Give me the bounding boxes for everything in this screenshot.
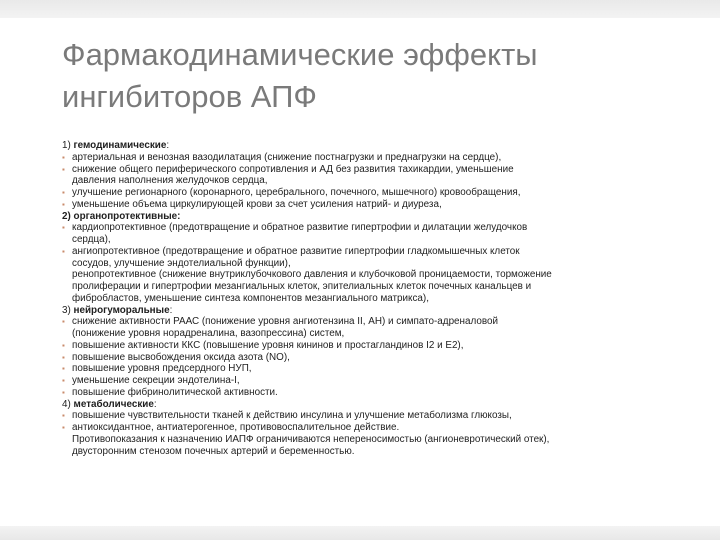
bullet-icon: ▪ (62, 364, 65, 374)
list-item-text: антиоксидантное, антиатерогенное, противовоспалительное действие. (72, 422, 400, 433)
bottom-band (0, 526, 720, 540)
list-item (62, 187, 660, 199)
list-item (62, 222, 660, 246)
list-item-text: повышение фибринолитической активности. (72, 386, 278, 398)
section-number: 4) (62, 398, 71, 410)
note-text-line: Противопоказания к назначению ИАПФ ограничиваются непереносимостью (ангионевротический отек), (72, 433, 550, 445)
section-name: нейрогуморальные (73, 304, 170, 316)
section-number: 2) (62, 210, 71, 222)
bullet-icon: ▪ (62, 188, 65, 197)
section-name: метаболические (73, 398, 154, 410)
section-heading-organoprotective (62, 211, 660, 223)
list-item (62, 352, 660, 364)
list-item-text-line: сосудов, улучшение эндотелиальной функции), (72, 257, 291, 269)
list-item-text: улучшение регионарного (коронарного, церебрального, почечного, мышечного) кровообращения, (72, 187, 521, 198)
list-item-text: уменьшение секреции эндотелина-I, (72, 375, 240, 386)
list-item-text-line: сердца), (72, 234, 111, 245)
section-heading-metabolic (62, 399, 660, 411)
list-item-text-line: кардиопротективное (предотвращение и обратное развитие гипертрофии и дилатации желудочков (72, 222, 528, 234)
bullet-icon: ▪ (62, 387, 65, 397)
contraindications-note (62, 434, 660, 458)
list-item-text-line: пролиферации и гипертрофии мезангиальных клеток, эпителиальных клеток почечных канальцев и (72, 281, 532, 292)
list-item (62, 246, 660, 270)
bullet-icon: ▪ (62, 340, 65, 350)
section-number: 3) (62, 304, 71, 316)
list-item-text-line: снижение активности РААС (понижение уровня ангиотензина II, АН) и симпато-адреналовой (72, 316, 499, 328)
list-item-text-line: ренопротективное (снижение внутриклубочкового давления и клубочковой проницаемости, торможение (72, 269, 552, 281)
list-item (62, 316, 660, 340)
bullet-icon: ▪ (62, 423, 65, 432)
top-band (0, 0, 720, 18)
list-item (62, 164, 660, 188)
list-item-text-line: ангиопротективное (предотвращение и обратное развитие гипертрофии гладкомышечных клеток (72, 245, 520, 257)
section-name: гемодинамические (73, 140, 167, 151)
list-item (62, 340, 660, 352)
bullet-icon: ▪ (62, 411, 65, 421)
section-heading-neurohumoral (62, 305, 660, 317)
list-item-text-line: давления наполнения желудочков сердца, (72, 175, 268, 187)
bullet-icon: ▪ (62, 223, 65, 233)
list-item-text: повышение активности ККС (повышение уровня кининов и простагландинов I2 и E2), (72, 339, 464, 351)
bullet-icon: ▪ (62, 352, 65, 362)
list-item-text: повышение высвобождения оксида азота (NO), (72, 351, 290, 363)
section-colon: : (169, 304, 173, 316)
bullet-icon: ▪ (62, 246, 65, 256)
section-heading-hemodynamic (62, 140, 660, 152)
list-item (62, 387, 660, 399)
list-item (62, 199, 660, 211)
list-item-text-line: снижение общего периферического сопротивления и АД без развития тахикардии, уменьшение (72, 163, 514, 175)
list-item (62, 363, 660, 375)
list-item-text: уменьшение объема циркулирующей крови за счет усиления натрий- и диуреза, (72, 198, 442, 210)
list-item (62, 410, 660, 422)
bullet-icon: ▪ (62, 152, 65, 162)
list-item-continued (62, 269, 660, 304)
section-name: органопротективные: (73, 210, 181, 222)
list-item (62, 422, 660, 434)
bullet-icon: ▪ (62, 164, 65, 174)
title-line-1: Фармакодинамические эффекты (62, 37, 538, 72)
list-item-text: повышение уровня предсердного НУП, (72, 363, 252, 375)
list-item-text-line: фибробластов, уменьшение синтеза компонентов мезангиального матрикса), (72, 292, 429, 304)
section-colon: : (166, 140, 170, 151)
list-item (62, 152, 660, 164)
bullet-icon: ▪ (62, 317, 65, 327)
list-item-text-line: (понижение уровня норадреналина, вазопрессина) систем, (72, 328, 345, 339)
list-item-text: повышение чувствительности тканей к действию инсулина и улучшение метаболизма глюкозы, (72, 410, 512, 422)
bullet-icon: ▪ (62, 376, 65, 385)
title-line-2: ингибиторов АПФ (62, 79, 317, 114)
list-item (62, 375, 660, 387)
note-text-line: двусторонним стенозом почечных артерий и беременностью. (72, 445, 355, 457)
slide-title (62, 34, 682, 118)
section-number: 1) (62, 140, 71, 151)
section-colon: : (153, 398, 157, 410)
slide-body (62, 140, 660, 457)
list-item-text: артериальная и венозная вазодилатация (снижение постнагрузки и преднагрузки на сердце), (72, 151, 502, 163)
bullet-icon: ▪ (62, 199, 65, 209)
